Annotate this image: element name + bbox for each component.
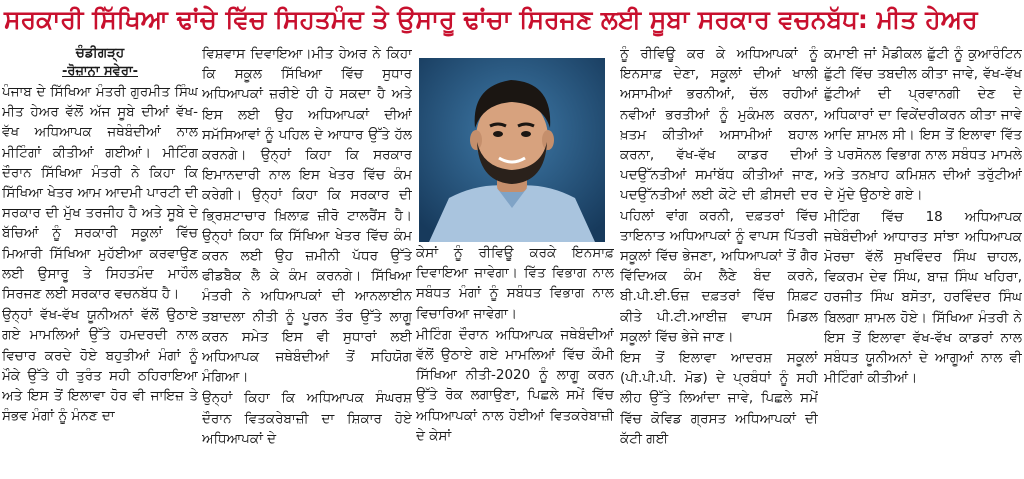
headline: ਸਰਕਾਰੀ ਸਿੱਖਿਆ ਢਾਂਚੇ ਵਿੱਚ ਸਿਹਤਮੰਦ ਤੇ ਉਸਾਰੂ ਢਾਂਚਾ ਸਿਰਜਣ ਲਈ ਸੂਬਾ ਸਰਕਾਰ ਵਚਨਬੱਧ: ਮੀਤ ਹੇਅਰ <box>4 5 978 34</box>
minister-photo <box>419 58 605 242</box>
dateline: ਚੰਡੀਗੜ੍ਹ <box>75 45 125 61</box>
paragraph: ਨੂੰ ਰੀਵਿਊ ਕਰ ਕੇ ਅਧਿਆਪਕਾਂ ਨੂੰ ਇਨਸਾਫ਼ ਦੇਣਾ, ਸਕੂਲਾਂ ਦੀਆਂ ਖਾਲੀ ਅਸਾਮੀਆਂ ਭਰਨੀਆਂ, ਚੱਲ ਰਹੀਆਂ ਨਵੀਆਂ ਭਰਤੀਆਂ ਨੂੰ ਮੁਕੰਮਲ ਕਰਨਾ, ਖ਼ਤਮ ਕੀਤੀਆਂ ਅਸਾਮੀਆਂ ਬਹਾਲ ਕਰਨਾ, ਵੱਖ-ਵੱਖ ਕਾਡਰ ਦੀਆਂ ਪਦਉੱਨਤੀਆਂ ਸਮਾਂਬੱਧ ਕੀਤੀਆਂ ਜਾਣ, ਪਦਉੱਨਤੀਆਂ ਲਈ ਕੋਟੇ ਦੀ ਫ਼ੀਸਦੀ ਦਰ ਪਹਿਲਾਂ ਵਾਂਗ ਕਰਨੀ, ਦਫ਼ਤਰਾਂ ਵਿੱਚ ਤਾਇਨਾਤ ਅਧਿਆਪਕਾਂ ਨੂੰ ਵਾਪਸ ਪਿੱਤਰੀ ਸਕੂਲਾਂ ਵਿੱਚ ਭੇਜਣਾ, ਅਧਿਆਪਕਾਂ ਤੋਂ ਗੈਰ ਵਿੱਦਿਅਕ ਕੰਮ ਲੈਣੇ ਬੰਦ ਕਰਨੇ, ਬੀ.ਪੀ.ਈ.ਓਜ਼ ਦਫ਼ਤਰਾਂ ਵਿੱਚ ਸ਼ਿਫ਼ਟ ਕੀਤੇ ਪੀ.ਟੀ.ਆਈਜ਼ ਵਾਪਸ ਮਿਡਲ ਸਕੂਲਾਂ ਵਿੱਚ ਭੇਜੇ ਜਾਣ। <box>620 46 818 345</box>
paragraph: ਕੇਸਾਂ ਨੂੰ ਰੀਵਿਊ ਕਰਕੇ ਇਨਸਾਫ਼ ਦਿਵਾਇਆ ਜਾਵੇਗਾ। ਵਿੱਤ ਵਿਭਾਗ ਨਾਲ ਸਬੰਧਤ ਮੰਗਾਂ ਨੂੰ ਸਬੰਧਤ ਵਿਭਾਗ ਨਾਲ ਵਿਚਾਰਿਆ ਜਾਵੇਗਾ। <box>416 245 614 322</box>
portrait-illustration <box>419 58 605 242</box>
article-column-3 <box>416 243 614 479</box>
paragraph: ਕਮਾਈ ਜਾਂ ਮੈਡੀਕਲ ਛੁੱਟੀ ਨੂੰ ਕੁਆਰੰਟਿਨ ਛੁੱਟੀ ਵਿੱਚ ਤਬਦੀਲ ਕੀਤਾ ਜਾਵੇ, ਵੱਖ-ਵੱਖ ਛੁੱਟੀਆਂ ਦੀ ਪ੍ਰਵਾਨਗੀ ਦੇਣ ਦੇ ਅਧਿਕਾਰਾਂ ਦਾ ਵਿਕੇਂਦਰੀਕਰਨ ਕੀਤਾ ਜਾਵੇ ਆਦਿ ਸ਼ਾਮਲ ਸੀ। ਇਸ ਤੋਂ ਇਲਾਵਾ ਵਿੱਤ ਤੇ ਪਰਸੋਨਲ ਵਿਭਾਗ ਨਾਲ ਸਬੰਧਤ ਮਾਮਲੇ ਅਤੇ ਤਨਖ਼ਾਹ ਕਮਿਸ਼ਨ ਦੀਆਂ ਤਰੁੱਟੀਆਂ ਦੇ ਮੁੱਦੇ ਉਠਾਏ ਗਏ। <box>824 46 1022 204</box>
paragraph: ਪੰਜਾਬ ਦੇ ਸਿੱਖਿਆ ਮੰਤਰੀ ਗੁਰਮੀਤ ਸਿੰਘ ਮੀਤ ਹੇਅਰ ਵੱਲੋਂ ਅੱਜ ਸੂਬੇ ਦੀਆਂ ਵੱਖ-ਵੱਖ ਅਧਿਆਪਕ ਜਥੇਬੰਦੀਆਂ ਨਾਲ ਮੀਟਿੰਗਾਂ ਕੀਤੀਆਂ ਗਈਆਂ। ਮੀਟਿੰਗ ਦੌਰਾਨ ਸਿੱਖਿਆ ਮੰਤਰੀ ਨੇ ਕਿਹਾ ਕਿ ਸਿੱਖਿਆ ਖੇਤਰ ਆਮ ਆਦਮੀ ਪਾਰਟੀ ਦੀ ਸਰਕਾਰ ਦੀ ਮੁੱਖ ਤਰਜੀਹ ਹੈ ਅਤੇ ਸੂਬੇ ਦੇ ਬੱਚਿਆਂ ਨੂੰ ਸਰਕਾਰੀ ਸਕੂਲਾਂ ਵਿੱਚ ਮਿਆਰੀ ਸਿੱਖਿਆ ਮੁਹੱਈਆ ਕਰਵਾਉਣ ਲਈ ਉਸਾਰੂ ਤੇ ਸਿਹਤਮੰਦ ਮਾਹੌਲ ਸਿਰਜਣ ਲਈ ਸਰਕਾਰ ਵਚਨਬੱਧ ਹੈ। <box>2 84 198 303</box>
article-column-2 <box>202 44 412 479</box>
paragraph: ਉਨ੍ਹਾਂ ਵੱਖ-ਵੱਖ ਯੂਨੀਅਨਾਂ ਵੱਲੋਂ ਉਠਾਏ ਗਏ ਮਾਮਲਿਆਂ ਉੱਤੇ ਹਮਦਰਦੀ ਨਾਲ ਵਿਚਾਰ ਕਰਦੇ ਹੋਏ ਬਹੁਤੀਆਂ ਮੰਗਾਂ ਨੂੰ ਮੌਕੇ ਉੱਤੇ ਹੀ ਤੁਰੰਤ ਸਹੀ ਠਹਿਰਾਇਆ ਅਤੇ ਇਸ ਤੋਂ ਇਲਾਵਾ ਹੋਰ ਵੀ ਜਾਇਜ਼ ਤੇ ਸੰਭਵ ਮੰਗਾਂ ਨੂੰ ਮੰਨਣ ਦਾ <box>2 307 198 425</box>
paragraph: ਮੀਟਿੰਗ ਦੌਰਾਨ ਅਧਿਆਪਕ ਜਥੇਬੰਦੀਆਂ ਵੱਲੋਂ ਉਠਾਏ ਗਏ ਮਾਮਲਿਆਂ ਵਿੱਚ ਕੌਮੀ ਸਿੱਖਿਆ ਨੀਤੀ-2020 ਨੂੰ ਲਾਗੂ ਕਰਨ ਉੱਤੇ ਰੋਕ ਲਗਾਉਣਾ, ਪਿਛਲੇ ਸਮੇਂ ਵਿੱਚ ਅਧਿਆਪਕਾਂ ਨਾਲ ਹੋਈਆਂ ਵਿਤਕਰੇਬਾਜ਼ੀ ਦੇ ਕੇਸਾਂ <box>416 326 614 444</box>
paragraph: ਉਨ੍ਹਾਂ ਕਿਹਾ ਕਿ ਅਧਿਆਪਕ ਸੰਘਰਸ਼ ਦੌਰਾਨ ਵਿਤਕਰੇਬਾਜ਼ੀ ਦਾ ਸ਼ਿਕਾਰ ਹੋਏ ਅਧਿਆਪਕਾਂ ਦੇ <box>202 390 412 447</box>
paragraph: ਮੀਟਿੰਗ ਵਿੱਚ 18 ਅਧਿਆਪਕ ਜਥੇਬੰਦੀਆਂ ਆਧਾਰਤ ਸਾਂਝਾ ਅਧਿਆਪਕ ਮੋਰਚਾ ਵੱਲੋਂ ਸੁਖਵਿੰਦਰ ਸਿੰਘ ਚਾਹਲ, ਵਿਕਰਮ ਦੇਵ ਸਿੰਘ, ਬਾਜ਼ ਸਿੰਘ ਖਹਿਰਾ, ਹਰਜੀਤ ਸਿੰਘ ਬਸੋਤਾ, ਹਰਵਿੰਦਰ ਸਿੰਘ ਬਿਲਗਾ ਸ਼ਾਮਲ ਹੋਏ। ਸਿੱਖਿਆ ਮੰਤਰੀ ਨੇ ਇਸ ਤੋਂ ਇਲਾਵਾ ਵੱਖ-ਵੱਖ ਕਾਡਰਾਂ ਨਾਲ ਸਬੰਧਤ ਯੂਨੀਅਨਾਂ ਦੇ ਆਗੂਆਂ ਨਾਲ ਵੀ ਮੀਟਿੰਗਾਂ ਕੀਤੀਆਂ। <box>824 208 1022 387</box>
article-column-4 <box>620 44 818 479</box>
article-column-1 <box>2 44 198 479</box>
byline: -ਰੋਜ਼ਾਨਾ ਸਵੇਰਾ- <box>62 64 138 79</box>
paragraph: ਵਿਸ਼ਵਾਸ ਦਿਵਾਇਆ।ਮੀਤ ਹੇਅਰ ਨੇ ਕਿਹਾ ਕਿ ਸਕੂਲ ਸਿੱਖਿਆ ਵਿੱਚ ਸੁਧਾਰ ਅਧਿਆਪਕਾਂ ਜ਼ਰੀਏ ਹੀ ਹੋ ਸਕਦਾ ਹੈ ਅਤੇ ਇਸ ਲਈ ਉਹ ਅਧਿਆਪਕਾਂ ਦੀਆਂ ਸਮੱਸਿਆਵਾਂ ਨੂੰ ਪਹਿਲ ਦੇ ਆਧਾਰ ਉੱਤੇ ਹੱਲ ਕਰਨਗੇ। ਉਨ੍ਹਾਂ ਕਿਹਾ ਕਿ ਸਰਕਾਰ ਇਮਾਨਦਾਰੀ ਨਾਲ ਇਸ ਖੇਤਰ ਵਿੱਚ ਕੰਮ ਕਰੇਗੀ। ਉਨ੍ਹਾਂ ਕਿਹਾ ਕਿ ਸਰਕਾਰ ਦੀ ਭ੍ਰਿਸ਼ਟਾਚਾਰ ਖ਼ਿਲਾਫ਼ ਜ਼ੀਰੋ ਟਾਲਰੈਂਸ ਹੈ। ਉਨ੍ਹਾਂ ਕਿਹਾ ਕਿ ਸਿੱਖਿਆ ਖੇਤਰ ਵਿੱਚ ਕੰਮ ਕਰਨ ਲਈ ਉਹ ਜ਼ਮੀਨੀ ਪੱਧਰ ਉੱਤੇ ਫੀਡਬੈਕ ਲੈ ਕੇ ਕੰਮ ਕਰਨਗੇ। ਸਿੱਖਿਆ ਮੰਤਰੀ ਨੇ ਅਧਿਆਪਕਾਂ ਦੀ ਆਨਲਾਈਨ ਤਬਾਦਲਾ ਨੀਤੀ ਨੂੰ ਪੂਰਨ ਤੌਰ ਉੱਤੇ ਲਾਗੂ ਕਰਨ ਸਮੇਤ ਇਸ ਵੀ ਸੁਧਾਰਾਂ ਲਈ ਅਧਿਆਪਕ ਜਥੇਬੰਦੀਆਂ ਤੋਂ ਸਹਿਯੋਗ ਮੰਗਿਆ। <box>202 46 412 386</box>
article-column-5 <box>824 44 1022 479</box>
paragraph: ਇਸ ਤੋਂ ਇਲਾਵਾ ਆਦਰਸ਼ ਸਕੂਲਾਂ (ਪੀ.ਪੀ.ਪੀ. ਮੋਡ) ਦੇ ਪ੍ਰਬੰਧਾਂ ਨੂੰ ਸਹੀ ਲੀਹ ਉੱਤੇ ਲਿਆਂਦਾ ਜਾਵੇ, ਪਿਛਲੇ ਸਮੇਂ ਵਿੱਚ ਕੋਵਿਡ ਗ੍ਰਸਤ ਅਧਿਆਪਕਾਂ ਦੀ ਕੱਟੀ ਗਈ <box>620 350 818 447</box>
